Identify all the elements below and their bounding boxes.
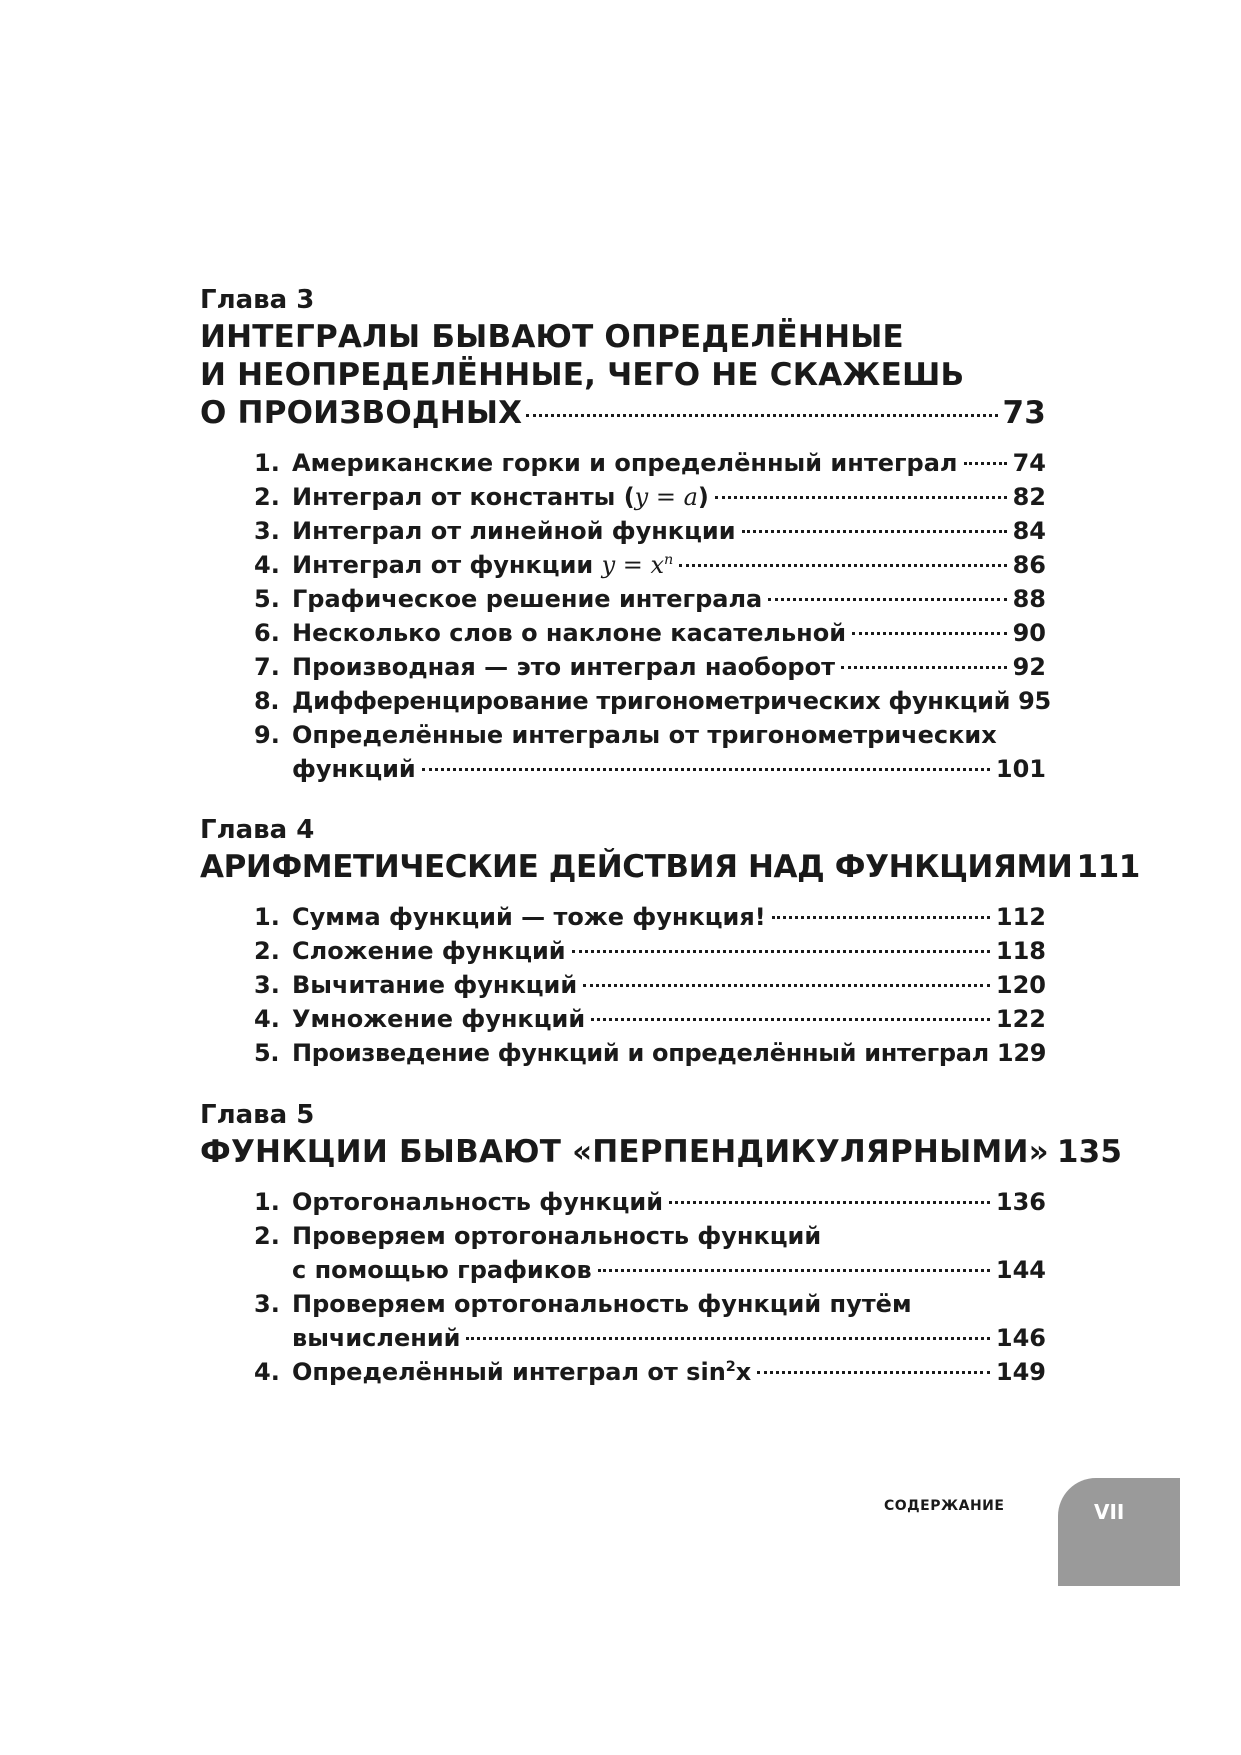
math-expression: y = x: [601, 551, 665, 579]
toc-entry[interactable]: [254, 684, 1051, 718]
math-expression: y = a: [634, 483, 698, 511]
toc-entry[interactable]: [254, 548, 1046, 582]
entry-number: 1.: [254, 449, 280, 477]
entry-number: 1.: [254, 1188, 280, 1216]
page-number: 136: [995, 1188, 1046, 1216]
leader-dots: [742, 530, 1007, 533]
leader-dots: [466, 1337, 989, 1340]
toc-entry[interactable]: [254, 968, 1046, 1002]
page-number-tab: [1058, 1478, 1180, 1586]
entry-title: Произведение функций и определённый интеграл: [292, 1039, 989, 1067]
page-number: 111: [1076, 849, 1140, 885]
entry-title: Производная — это интеграл наоборот: [292, 653, 835, 681]
toc-entry[interactable]: [254, 1185, 1046, 1219]
leader-dots: [772, 916, 990, 919]
entry-title: Ортогональность функций: [292, 1188, 664, 1216]
toc-entry[interactable]: [254, 1036, 1046, 1070]
leader-dots: [669, 1201, 990, 1204]
entry-title: Графическое решение интеграла: [292, 585, 763, 613]
entry-number: 2.: [254, 483, 280, 511]
entry-title: [292, 548, 673, 582]
entry-title: Дифференцирование тригонометрических функций: [292, 687, 1011, 715]
section-list: [254, 900, 1046, 1070]
toc-entry[interactable]: [254, 480, 1046, 514]
chapter-title-leader[interactable]: [200, 1133, 1123, 1171]
page-number: 73: [1002, 395, 1046, 431]
entry-title: Сложение функций: [292, 937, 566, 965]
page-number: 95: [1018, 687, 1051, 715]
toc-entry[interactable]: [254, 718, 1046, 786]
toc-entry[interactable]: [254, 514, 1046, 548]
entry-title-continuation: с помощью графиков: [292, 1256, 592, 1284]
entry-title: Интеграл от линейной функции: [292, 517, 736, 545]
page-number: 144: [995, 1256, 1046, 1284]
chapter-title: О ПРОИЗВОДНЫХ: [200, 395, 523, 431]
math-superscript: n: [664, 552, 674, 568]
entry-number: 4.: [254, 1358, 280, 1386]
entry-number: 3.: [254, 971, 280, 999]
leader-dots: [757, 1371, 990, 1374]
leader-dots: [422, 768, 990, 771]
page-number: 86: [1012, 551, 1046, 579]
entry-number: 3.: [254, 1290, 280, 1318]
toc-entry[interactable]: [254, 582, 1046, 616]
chapter-label: Глава 4: [200, 815, 315, 845]
page-number: 120: [995, 971, 1046, 999]
entry-title-text: Интеграл от функции: [292, 551, 602, 579]
page-number: 92: [1012, 653, 1046, 681]
page-number: 129: [996, 1039, 1047, 1067]
entry-title-continuation: функций: [292, 755, 416, 783]
chapter-label: Глава 3: [200, 285, 315, 315]
toc-entry[interactable]: [254, 1219, 1046, 1287]
entry-title-text: ): [697, 483, 709, 511]
entry-title: Проверяем ортогональность функций: [292, 1222, 822, 1250]
entry-title: Несколько слов о наклоне касательной: [292, 619, 847, 647]
entry-title-text: x: [735, 1358, 752, 1386]
entry-title-text: Интеграл от константы (: [292, 483, 635, 511]
section-list: [254, 446, 1051, 786]
entry-title: Сумма функций — тоже функция!: [292, 903, 766, 931]
leader-dots: [715, 496, 1007, 499]
entry-number: 3.: [254, 517, 280, 545]
entry-number: 8.: [254, 687, 280, 715]
chapter-title-leader[interactable]: [200, 394, 1046, 432]
entry-title-text: Определённый интеграл от sin: [292, 1358, 726, 1386]
page-number: 112: [995, 903, 1046, 931]
page-number-roman: VII: [1094, 1500, 1125, 1524]
entry-number: 4.: [254, 1005, 280, 1033]
entry-title: [292, 1355, 751, 1389]
toc-entry[interactable]: [254, 650, 1046, 684]
leader-dots: [679, 564, 1006, 567]
entry-title: Американские горки и определённый интеграл: [292, 449, 958, 477]
entry-number: 4.: [254, 551, 280, 579]
entry-title: Вычитание функций: [292, 971, 578, 999]
chapter-title-leader[interactable]: [200, 848, 1140, 886]
chapter-label: Глава 5: [200, 1100, 315, 1130]
toc-entry[interactable]: [254, 1287, 1046, 1355]
page-number: 101: [995, 755, 1046, 783]
entry-number: 9.: [254, 721, 280, 749]
chapter-title: И НЕОПРЕДЕЛЁННЫЕ, ЧЕГО НЕ СКАЖЕШЬ: [200, 357, 965, 393]
toc-entry[interactable]: [254, 446, 1046, 480]
page-number: 90: [1012, 619, 1046, 647]
entry-number: 6.: [254, 619, 280, 647]
entry-title: Определённые интегралы от тригонометрических: [292, 721, 997, 749]
entry-number: 7.: [254, 653, 280, 681]
leader-dots: [583, 984, 990, 987]
entry-number: 5.: [254, 585, 280, 613]
page-number: 84: [1012, 517, 1046, 545]
entry-title: [292, 480, 709, 514]
leader-dots: [526, 414, 998, 417]
chapter-4: [200, 812, 1140, 1070]
toc-entry[interactable]: [254, 934, 1046, 968]
leader-dots: [598, 1269, 990, 1272]
entry-number: 2.: [254, 937, 280, 965]
toc-entry[interactable]: [254, 900, 1046, 934]
page-number: 135: [1056, 1134, 1123, 1170]
entry-number: 2.: [254, 1222, 280, 1250]
entry-number: 1.: [254, 903, 280, 931]
page-number: 118: [995, 937, 1046, 965]
section-list: [254, 1185, 1046, 1389]
entry-title: Проверяем ортогональность функций путём: [292, 1290, 912, 1318]
entry-number: 5.: [254, 1039, 280, 1067]
toc-entry[interactable]: [254, 1355, 1046, 1389]
leader-dots: [841, 666, 1007, 669]
chapter-title: АРИФМЕТИЧЕСКИЕ ДЕЙСТВИЯ НАД ФУНКЦИЯМИ: [200, 849, 1073, 885]
toc-entry[interactable]: [254, 616, 1046, 650]
entry-title-continuation: вычислений: [292, 1324, 461, 1352]
leader-dots: [964, 462, 1007, 465]
math-superscript: 2: [725, 1359, 736, 1375]
leader-dots: [852, 632, 1007, 635]
chapter-title: ИНТЕГРАЛЫ БЫВАЮТ ОПРЕДЕЛЁННЫЕ: [200, 319, 904, 355]
entry-title: Умножение функций: [292, 1005, 586, 1033]
page-number: 146: [995, 1324, 1046, 1352]
leader-dots: [572, 950, 990, 953]
chapter-5: [200, 1097, 1123, 1389]
running-footer: СОДЕРЖАНИЕ: [884, 1498, 1005, 1514]
chapter-title: ФУНКЦИИ БЫВАЮТ «ПЕРПЕНДИКУЛЯРНЫМИ»: [200, 1134, 1049, 1170]
leader-dots: [591, 1018, 990, 1021]
page-number: 88: [1012, 585, 1046, 613]
page-number: 74: [1012, 449, 1046, 477]
page-number: 82: [1012, 483, 1046, 511]
page-number: 149: [995, 1358, 1046, 1386]
chapter-3: [200, 282, 1051, 786]
toc-entry[interactable]: [254, 1002, 1046, 1036]
leader-dots: [768, 598, 1006, 601]
page-number: 122: [995, 1005, 1046, 1033]
